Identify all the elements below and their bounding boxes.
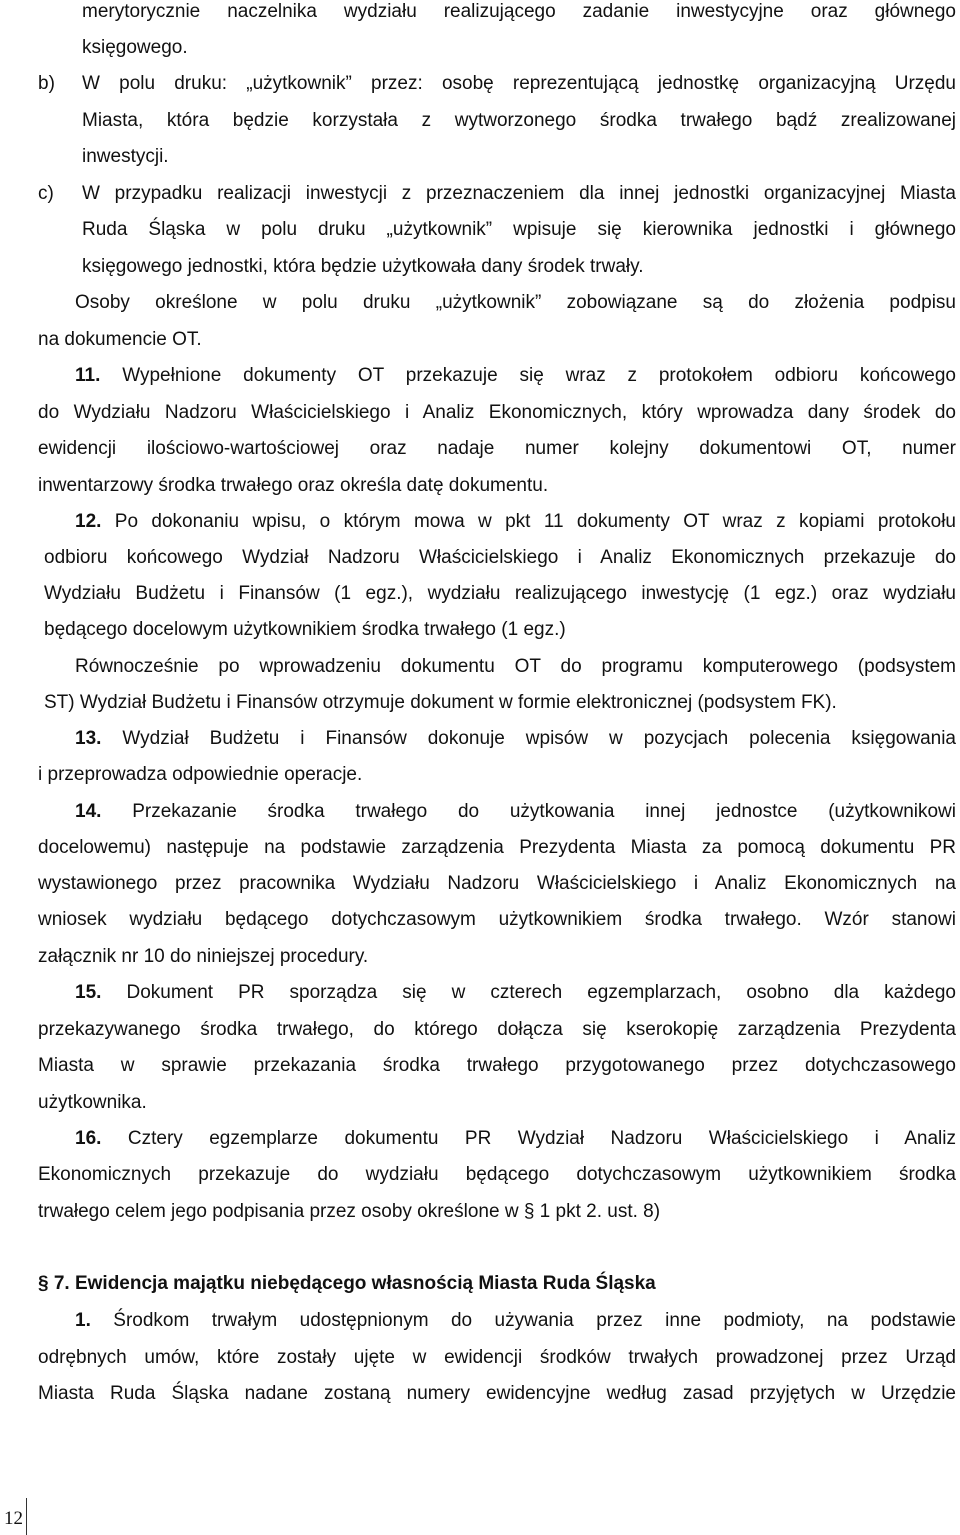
- paragraph-15-line: 15. Dokument PR sporządza się w czterech egzemplarzach, osobno dla każdego: [75, 982, 956, 1003]
- text-line: inwestycji.: [82, 146, 169, 167]
- paragraph-14-line: 14. Przekazanie środka trwałego do użytkowania innej jednostce (użytkownikowi: [75, 801, 956, 822]
- paragraph-11-line: 11. Wypełnione dokumenty OT przekazuje się wraz z protokołem odbioru końcowego: [75, 365, 956, 386]
- text-line: wystawionego przez pracownika Wydziału Nadzoru Właścicielskiego i Analiz Ekonomicznych na: [38, 873, 956, 894]
- text-line: ST) Wydział Budżetu i Finansów otrzymuje dokument w formie elektronicznej (podsystem FK).: [44, 692, 837, 713]
- list-label-b: b): [38, 73, 55, 94]
- point-number: 16.: [75, 1128, 102, 1149]
- text-line: Miasta w sprawie przekazania środka trwałego przygotowanego przez dotychczasowego: [38, 1055, 956, 1076]
- text-line: docelowemu) następuje na podstawie zarządzenia Prezydenta Miasta za pomocą dokumentu PR: [38, 837, 956, 858]
- page-number: 12: [4, 1508, 23, 1529]
- text-line: odbioru końcowego Wydział Nadzoru Właścicielskiego i Analiz Ekonomicznych przekazuje do: [44, 547, 956, 568]
- text-line: i przeprowadza odpowiednie operacje.: [38, 764, 363, 785]
- text-line: Ruda Śląska w polu druku „użytkownik” wpisuje się kierownika jednostki i głównego: [82, 219, 956, 240]
- text-line: do Wydziału Nadzoru Właścicielskiego i Analiz Ekonomicznych, który wprowadza dany środek do: [38, 402, 956, 423]
- text-line: ewidencji ilościowo-wartościowej oraz nadaje numer kolejny dokumentowi OT, numer: [38, 438, 956, 459]
- text-line: Wydziału Budżetu i Finansów (1 egz.), wydziału realizującego inwestycję (1 egz.) oraz wydziału: [44, 583, 956, 604]
- list-label-c: c): [38, 183, 54, 204]
- text-line: trwałego celem jego podpisania przez osoby określone w § 1 pkt 2. ust. 8): [38, 1201, 661, 1222]
- text-line: wniosek wydziału będącego dotychczasowym użytkownikiem środka trwałego. Wzór stanowi: [38, 909, 956, 930]
- text-line: odrębnych umów, które zostały ujęte w ewidencji środków trwałych prowadzonej przez Urząd: [38, 1347, 956, 1368]
- text-line: Miasta Ruda Śląska nadane zostaną numery ewidencyjne według zasad przyjętych w Urzędzie: [38, 1383, 956, 1404]
- text-line: przekazywanego środka trwałego, do którego dołącza się kserokopię zarządzenia Prezydenta: [38, 1019, 956, 1040]
- text-line: inwentarzowy środka trwałego oraz określa datę dokumentu.: [38, 475, 549, 496]
- section-heading: § 7. Ewidencja majątku niebędącego własnością Miasta Ruda Śląska: [38, 1273, 656, 1294]
- text-line: księgowego jednostki, która będzie użytkowała dany środek trwały.: [82, 256, 644, 277]
- text-line: użytkownika.: [38, 1092, 147, 1113]
- paragraph-12-line: 12. Po dokonaniu wpisu, o którym mowa w pkt 11 dokumenty OT wraz z kopiami protokołu: [75, 511, 956, 532]
- text-line: Ekonomicznych przekazuje do wydziału będącego dotychczasowym użytkownikiem środka: [38, 1164, 956, 1185]
- text-line: W polu druku: „użytkownik” przez: osobę reprezentującą jednostkę organizacyjną Urzędu: [82, 73, 956, 94]
- text-line: księgowego.: [82, 37, 188, 58]
- text-line: merytorycznie naczelnika wydziału realizującego zadanie inwestycyjne oraz głównego: [82, 1, 956, 22]
- paragraph-13-line: 13. Wydział Budżetu i Finansów dokonuje wpisów w pozycjach polecenia księgowania: [75, 728, 956, 749]
- text-line: Miasta, która będzie korzystała z wytworzonego środka trwałego bądź zrealizowanej: [82, 110, 956, 131]
- section7-paragraph-1-line: 1. Środkom trwałym udostępnionym do używania przez inne podmioty, na podstawie: [75, 1310, 956, 1331]
- text-line: na dokumencie OT.: [38, 329, 202, 350]
- text-line: W przypadku realizacji inwestycji z przeznaczeniem dla innej jednostki organizacyjnej Miasta: [82, 183, 956, 204]
- page-number-rule: [26, 1498, 27, 1535]
- text-line: załącznik nr 10 do niniejszej procedury.: [38, 946, 369, 967]
- point-number: 1.: [75, 1310, 91, 1331]
- point-number: 13.: [75, 728, 102, 749]
- point-number: 15.: [75, 982, 102, 1003]
- point-number: 11.: [75, 365, 101, 386]
- paragraph-16-line: 16. Cztery egzemplarze dokumentu PR Wydział Nadzoru Właścicielskiego i Analiz: [75, 1128, 956, 1149]
- text-line: będącego docelowym użytkownikiem środka trwałego (1 egz.): [44, 619, 566, 640]
- point-number: 12.: [75, 511, 102, 532]
- text-line: Równocześnie po wprowadzeniu dokumentu OT do programu komputerowego (podsystem: [75, 656, 956, 677]
- point-number: 14.: [75, 801, 102, 822]
- text-line: Osoby określone w polu druku „użytkownik” zobowiązane są do złożenia podpisu: [75, 292, 956, 313]
